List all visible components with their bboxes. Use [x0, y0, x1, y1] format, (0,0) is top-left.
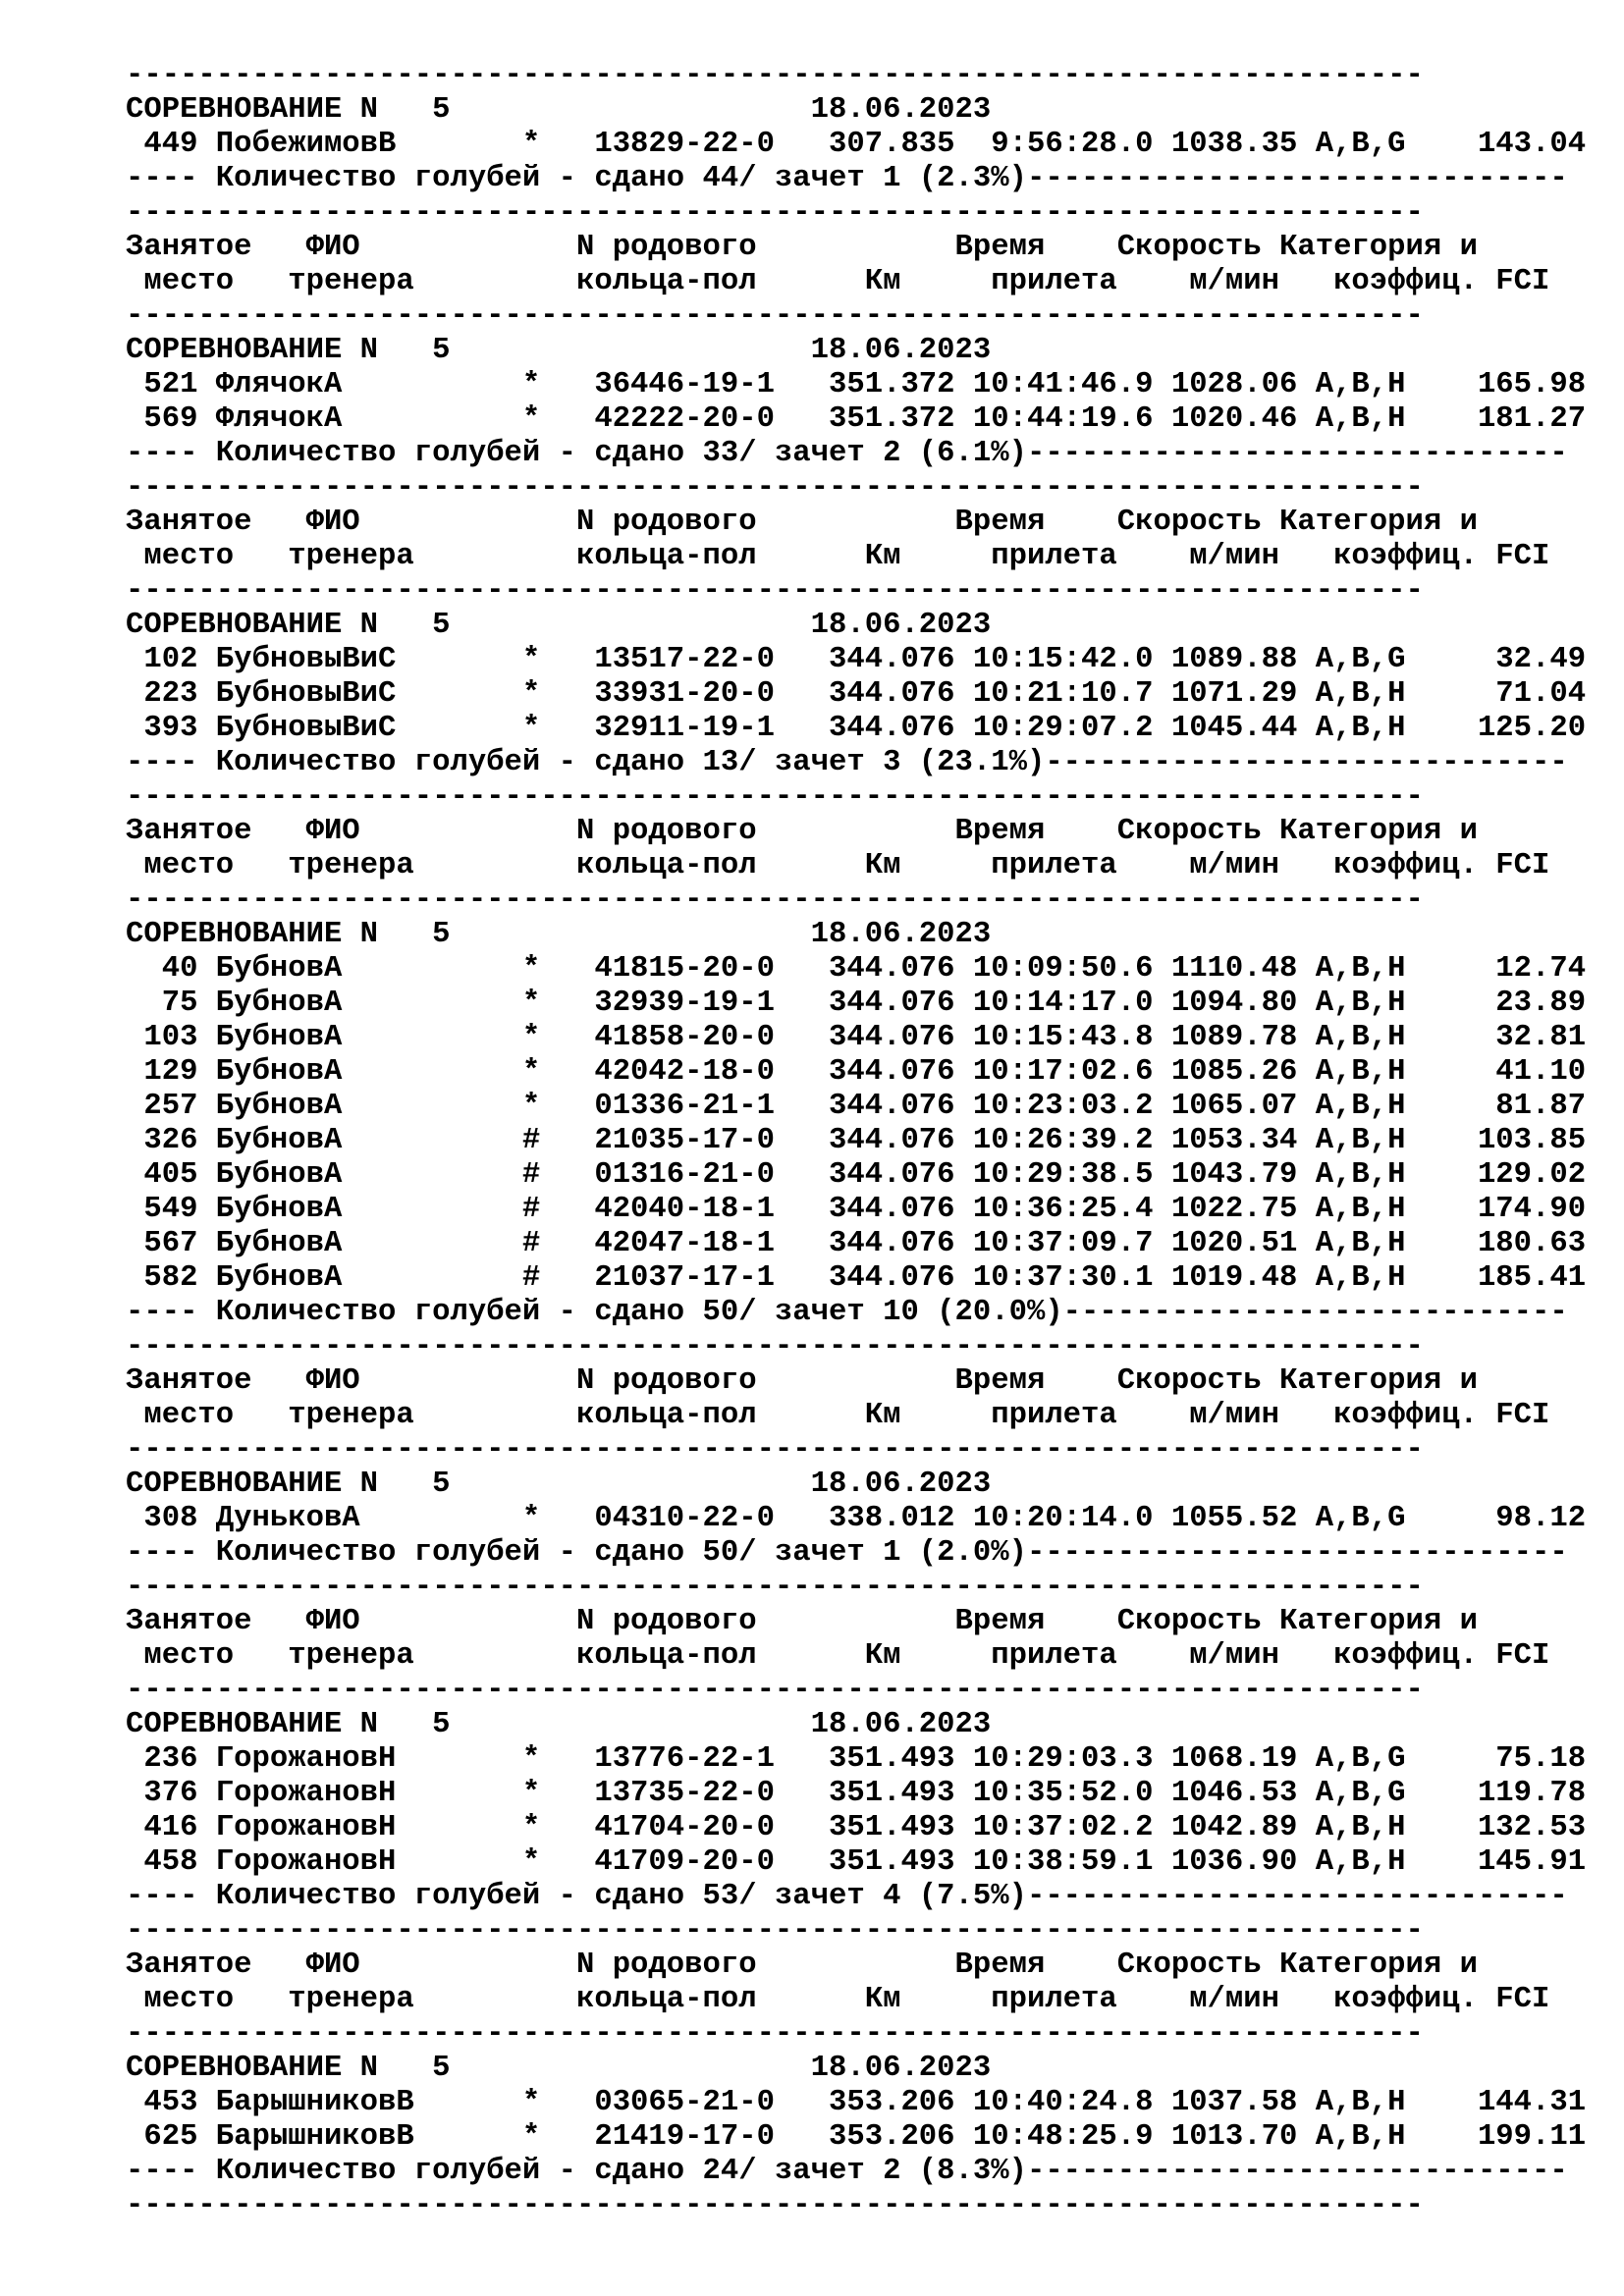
section-summary: ---- Количество голубей - сдано 44/ зачет 1 (2.3%)------------------------------	[126, 162, 1568, 195]
section-title: СОРЕВНОВАНИЕ N 5 18.06.2023	[126, 93, 992, 127]
result-row: 257 БубновА * 01336-21-1 344.076 10:23:03.2 1065.07 A,B,H 81.87	[126, 1090, 1587, 1123]
result-row: 567 БубновА # 42047-18-1 344.076 10:37:09.7 1020.51 A,B,H 180.63	[126, 1227, 1587, 1260]
result-row: 40 БубновА * 41815-20-0 344.076 10:09:50.6 1110.48 A,B,H 12.74	[126, 952, 1587, 986]
column-header-line-1: Занятое ФИО N родового Время Скорость Категория и	[126, 1949, 1478, 1982]
result-row: 449 ПобежимовВ * 13829-22-0 307.835 9:56:28.0 1038.35 A,B,G 143.04	[126, 128, 1587, 161]
separator-line	[126, 780, 1586, 815]
result-row: 129 БубновА * 42042-18-0 344.076 10:17:02.6 1085.26 A,B,H 41.10	[126, 1055, 1587, 1089]
separator-line	[126, 574, 1586, 609]
result-row: 223 БубновыВиС * 33931-20-0 344.076 10:21:10.7 1071.29 A,B,H 71.04	[126, 677, 1587, 711]
separator-line	[126, 59, 1586, 93]
result-row: 326 БубновА # 21035-17-0 344.076 10:26:39.2 1053.34 A,B,H 103.85	[126, 1124, 1587, 1157]
column-header-line-2: место тренера кольца-пол Км прилета м/мин коэффиц. FCI	[126, 1983, 1550, 2016]
column-header-line-2: место тренера кольца-пол Км прилета м/мин коэффиц. FCI	[126, 1639, 1550, 1673]
result-row: 521 ФлячокА * 36446-19-1 351.372 10:41:46.9 1028.06 A,B,H 165.98	[126, 368, 1587, 401]
result-row: 569 ФлячокА * 42222-20-0 351.372 10:44:19.6 1020.46 A,B,H 181.27	[126, 402, 1587, 436]
separator-line	[126, 1914, 1586, 1949]
result-row: 75 БубновА * 32939-19-1 344.076 10:14:17.0 1094.80 A,B,H 23.89	[126, 987, 1587, 1020]
section-title: СОРЕВНОВАНИЕ N 5 18.06.2023	[126, 1468, 992, 1501]
column-header-line-2: место тренера кольца-пол Км прилета м/мин коэффиц. FCI	[126, 849, 1550, 882]
section-summary: ---- Количество голубей - сдано 50/ зачет 10 (20.0%)----------------------------	[126, 1296, 1568, 1329]
section-title: СОРЕВНОВАНИЕ N 5 18.06.2023	[126, 334, 992, 367]
result-row: 376 ГорожановН * 13735-22-0 351.493 10:35:52.0 1046.53 A,B,G 119.78	[126, 1777, 1587, 1810]
column-header-line-2: место тренера кольца-пол Км прилета м/мин коэффиц. FCI	[126, 540, 1550, 573]
result-row: 103 БубновА * 41858-20-0 344.076 10:15:43.8 1089.78 A,B,H 32.81	[126, 1021, 1587, 1054]
result-row: 549 БубновА # 42040-18-1 344.076 10:36:25.4 1022.75 A,B,H 174.90	[126, 1193, 1587, 1226]
result-row: 453 БарышниковВ * 03065-21-0 353.206 10:40:24.8 1037.58 A,B,H 144.31	[126, 2086, 1587, 2119]
separator-line	[126, 1571, 1586, 1605]
result-row: 458 ГорожановН * 41709-20-0 351.493 10:38:59.1 1036.90 A,B,H 145.91	[126, 1845, 1587, 1879]
column-header-line-2: место тренера кольца-пол Км прилета м/мин коэффиц. FCI	[126, 1399, 1550, 1432]
column-header-line-1: Занятое ФИО N родового Время Скорость Категория и	[126, 815, 1478, 848]
separator-line	[126, 1330, 1586, 1364]
column-header-line-1: Занятое ФИО N родового Время Скорость Категория и	[126, 231, 1478, 264]
section-title: СОРЕВНОВАНИЕ N 5 18.06.2023	[126, 2052, 992, 2085]
result-row: 582 БубновА # 21037-17-1 344.076 10:37:30.1 1019.48 A,B,H 185.41	[126, 1261, 1587, 1295]
section-summary: ---- Количество голубей - сдано 53/ зачет 4 (7.5%)------------------------------	[126, 1880, 1568, 1913]
separator-line	[126, 2189, 1586, 2223]
result-row: 625 БарышниковВ * 21419-17-0 353.206 10:48:25.9 1013.70 A,B,H 199.11	[126, 2120, 1587, 2154]
result-row: 416 ГорожановН * 41704-20-0 351.493 10:37:02.2 1042.89 A,B,H 132.53	[126, 1811, 1587, 1844]
section-title: СОРЕВНОВАНИЕ N 5 18.06.2023	[126, 1708, 992, 1741]
result-row: 308 ДуньковА * 04310-22-0 338.012 10:20:14.0 1055.52 A,B,G 98.12	[126, 1502, 1587, 1535]
results-report	[126, 59, 1586, 2223]
section-summary: ---- Количество голубей - сдано 24/ зачет 2 (8.3%)------------------------------	[126, 2155, 1568, 2188]
separator-line	[126, 196, 1586, 231]
column-header-line-2: место тренера кольца-пол Км прилета м/мин коэффиц. FCI	[126, 265, 1550, 298]
separator-line	[126, 471, 1586, 506]
separator-line	[126, 1674, 1586, 1708]
result-row: 393 БубновыВиС * 32911-19-1 344.076 10:29:07.2 1045.44 A,B,H 125.20	[126, 712, 1587, 745]
section-title: СОРЕВНОВАНИЕ N 5 18.06.2023	[126, 918, 992, 951]
separator-line	[126, 299, 1586, 334]
result-row: 236 ГорожановН * 13776-22-1 351.493 10:29:03.3 1068.19 A,B,G 75.18	[126, 1742, 1587, 1776]
separator-line	[126, 2017, 1586, 2052]
result-row: 405 БубновА # 01316-21-0 344.076 10:29:38.5 1043.79 A,B,H 129.02	[126, 1158, 1587, 1192]
separator-line	[126, 883, 1586, 918]
column-header-line-1: Занятое ФИО N родового Время Скорость Категория и	[126, 1605, 1478, 1638]
section-title: СОРЕВНОВАНИЕ N 5 18.06.2023	[126, 609, 992, 642]
result-row: 102 БубновыВиС * 13517-22-0 344.076 10:15:42.0 1089.88 A,B,G 32.49	[126, 643, 1587, 676]
column-header-line-1: Занятое ФИО N родового Время Скорость Категория и	[126, 506, 1478, 539]
column-header-line-1: Занятое ФИО N родового Время Скорость Категория и	[126, 1364, 1478, 1398]
section-summary: ---- Количество голубей - сдано 13/ зачет 3 (23.1%)-----------------------------	[126, 746, 1568, 779]
section-summary: ---- Количество голубей - сдано 33/ зачет 2 (6.1%)------------------------------	[126, 437, 1568, 470]
section-summary: ---- Количество голубей - сдано 50/ зачет 1 (2.0%)------------------------------	[126, 1536, 1568, 1570]
separator-line	[126, 1433, 1586, 1468]
